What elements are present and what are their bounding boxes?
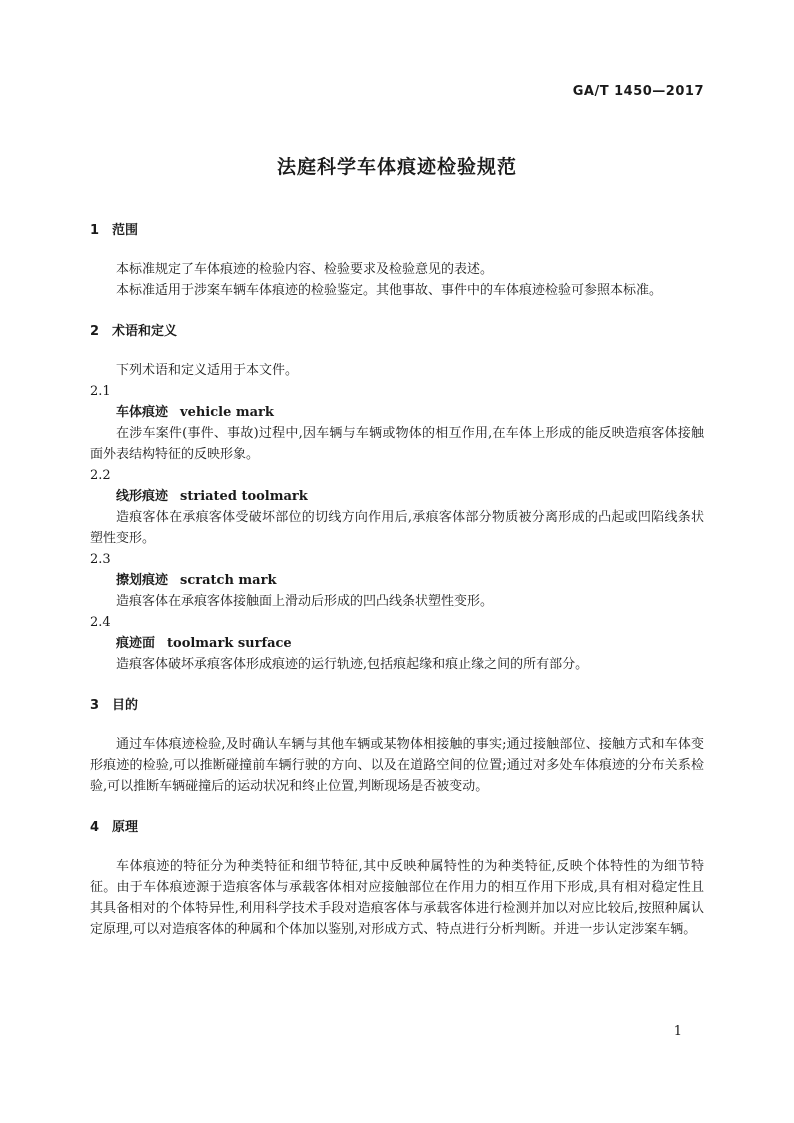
document-body <box>90 220 704 940</box>
section-heading-terms: 2 术语和定义 <box>90 324 178 339</box>
page-number: 1 <box>673 1024 682 1039</box>
term-name: 擦划痕迹 scratch mark <box>116 573 277 588</box>
term-name: 痕迹面 toolmark surface <box>116 636 292 651</box>
section-heading-purpose: 3 目的 <box>90 698 139 713</box>
scope-paragraph: 本标准适用于涉案车辆车体痕迹的检验鉴定。其他事故、事件中的车体痕迹检验可参照本标准。 <box>116 283 663 298</box>
term-definition: 造痕客体破坏承痕客体形成痕迹的运行轨迹,包括痕起缘和痕止缘之间的所有部分。 <box>116 657 589 672</box>
term-number: 2.2 <box>90 468 111 483</box>
term-name: 车体痕迹 vehicle mark <box>116 405 274 420</box>
section-heading-scope: 1 范围 <box>90 223 139 238</box>
purpose-paragraph: 通过车体痕迹检验,及时确认车辆与其他车辆或某物体相接触的事实;通过接触部位、接触方式和车体变形痕迹的检验,可以推断碰撞前车辆行驶的方向、以及在道路空间的位置;通过对多处车体痕迹的分布关系检验,可以推断车辆碰撞后的运动状况和终止位置,判断现场是否被变动。 <box>90 737 704 794</box>
term-number: 2.1 <box>90 384 111 399</box>
term-definition: 造痕客体在承痕客体受破坏部位的切线方向作用后,承痕客体部分物质被分离形成的凸起或凹陷线条状塑性变形。 <box>90 510 704 546</box>
term-definition: 在涉车案件(事件、事故)过程中,因车辆与车辆或物体的相互作用,在车体上形成的能反映造痕客体接触面外表结构特征的反映形象。 <box>90 426 704 462</box>
principle-paragraph: 车体痕迹的特征分为种类特征和细节特征,其中反映种属特性的为种类特征,反映个体特性的为细节特征。由于车体痕迹源于造痕客体与承载客体相对应接触部位在作用力的相互作用下形成,具有相对稳定性且其具备相对的个体特异性,利用科学技术手段对造痕客体与承载客体进行检测并加以对应比较后,按照种属认定原理,可以对造痕客体的种属和个体加以鉴别,对形成方式、特点进行分析判断。并进一步认定涉案车辆。 <box>90 859 704 937</box>
terms-intro: 下列术语和定义适用于本文件。 <box>116 363 299 378</box>
standard-code: GA/T 1450—2017 <box>572 84 704 99</box>
term-definition: 造痕客体在承痕客体接触面上滑动后形成的凹凸线条状塑性变形。 <box>116 594 494 609</box>
scope-paragraph: 本标准规定了车体痕迹的检验内容、检验要求及检验意见的表述。 <box>116 262 494 277</box>
term-number: 2.4 <box>90 615 111 630</box>
document-title: 法庭科学车体痕迹检验规范 <box>276 156 517 178</box>
term-name: 线形痕迹 striated toolmark <box>116 489 308 504</box>
section-heading-principle: 4 原理 <box>90 820 139 835</box>
term-number: 2.3 <box>90 552 111 567</box>
